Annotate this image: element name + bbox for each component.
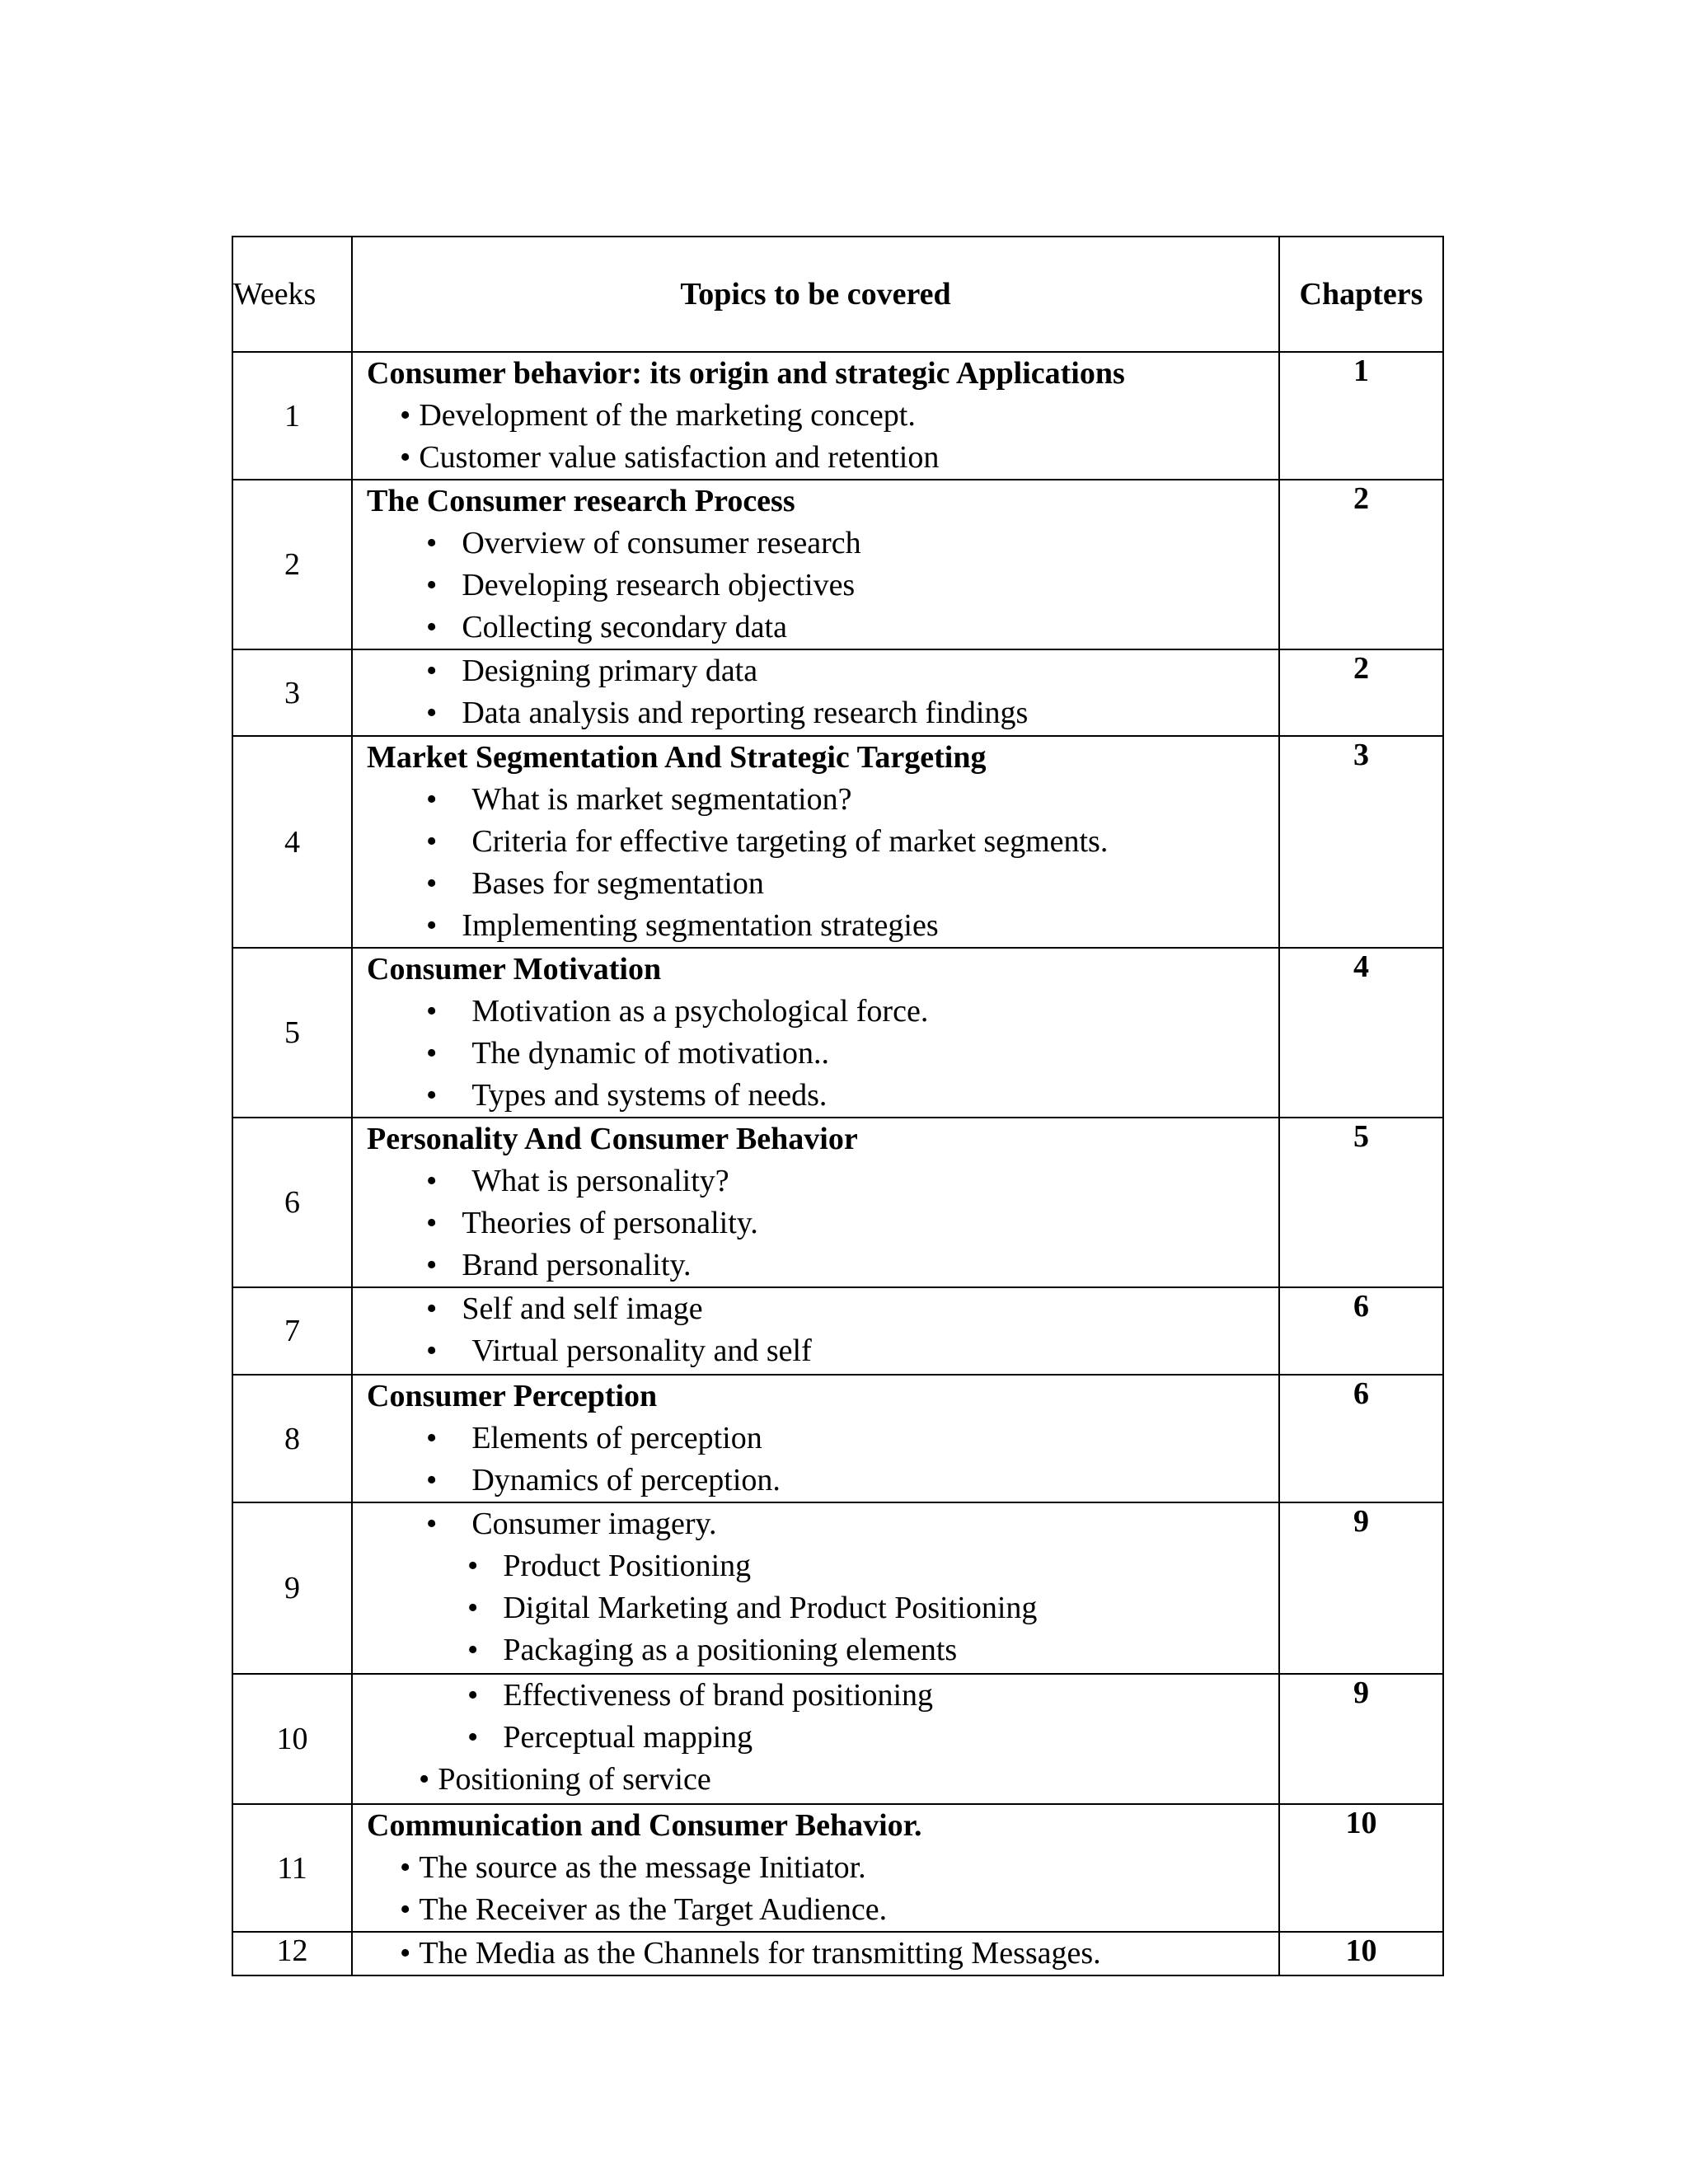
topic-item-text: Elements of perception bbox=[471, 1421, 762, 1455]
topic-heading: Personality And Consumer Behavior bbox=[367, 1122, 858, 1156]
table-row bbox=[232, 1287, 1443, 1375]
topic-item-text: Digital Marketing and Product Positioning bbox=[503, 1591, 1038, 1625]
topic-item bbox=[367, 1418, 1278, 1460]
week-number: 1 bbox=[232, 352, 352, 480]
topic-subitem bbox=[367, 1545, 1278, 1587]
topic-item bbox=[367, 863, 1278, 905]
bullet-icon: • bbox=[426, 1463, 438, 1497]
topic-item-text: Brand personality. bbox=[462, 1248, 692, 1282]
bullet-icon: • bbox=[426, 610, 438, 644]
topic-item-text: Criteria for effective targeting of market segments. bbox=[471, 824, 1109, 859]
chapter-number: 2 bbox=[1279, 480, 1443, 649]
topic-heading: Consumer Motivation bbox=[367, 952, 662, 987]
topic-item-text: Motivation as a psychological force. bbox=[471, 994, 929, 1029]
bullet-icon: • bbox=[426, 696, 438, 730]
topic-item bbox=[367, 991, 1278, 1033]
topic-item-text: Data analysis and reporting research findings bbox=[462, 696, 1029, 730]
bullet-icon: • bbox=[400, 1892, 411, 1927]
topic-item bbox=[367, 1160, 1278, 1202]
topic-heading: Consumer behavior: its origin and strategic Applications bbox=[367, 356, 1125, 391]
topic-item bbox=[367, 821, 1278, 863]
bullet-icon: • bbox=[426, 908, 438, 943]
topic-item-text: What is personality? bbox=[471, 1164, 729, 1198]
topic-item-text: Consumer imagery. bbox=[471, 1507, 717, 1541]
topic-cell bbox=[352, 1118, 1279, 1287]
topic-item bbox=[367, 650, 1278, 692]
chapter-number: 4 bbox=[1279, 948, 1443, 1118]
bullet-icon: • bbox=[426, 1291, 438, 1326]
week-number: 9 bbox=[232, 1502, 352, 1674]
topic-item bbox=[367, 905, 1278, 947]
topic-item bbox=[367, 1460, 1278, 1502]
topic-item bbox=[367, 523, 1278, 565]
topic-subitem bbox=[367, 1629, 1278, 1671]
topic-item-text: Implementing segmentation strategies bbox=[462, 908, 939, 943]
week-number: 11 bbox=[232, 1804, 352, 1932]
bullet-icon: • bbox=[419, 1762, 430, 1797]
week-number: 5 bbox=[232, 948, 352, 1118]
bullet-icon: • bbox=[426, 1248, 438, 1282]
table-row bbox=[232, 1674, 1443, 1804]
topic-item-text: Collecting secondary data bbox=[462, 610, 787, 644]
week-number: 10 bbox=[232, 1674, 352, 1804]
bullet-icon: • bbox=[426, 866, 438, 901]
topic-item-text: The dynamic of motivation.. bbox=[471, 1036, 830, 1071]
chapter-number: 5 bbox=[1279, 1118, 1443, 1287]
chapter-number: 6 bbox=[1279, 1287, 1443, 1375]
topic-item bbox=[367, 1330, 1278, 1372]
bullet-icon: • bbox=[426, 1164, 438, 1198]
week-number: 7 bbox=[232, 1287, 352, 1375]
topic-item bbox=[367, 1847, 1278, 1889]
topic-item bbox=[367, 779, 1278, 821]
bullet-icon: • bbox=[400, 440, 411, 475]
topic-item-text: Packaging as a positioning elements bbox=[503, 1633, 958, 1667]
topic-item-text: Overview of consumer research bbox=[462, 526, 861, 560]
topic-cell bbox=[352, 1502, 1279, 1674]
topic-cell bbox=[352, 480, 1279, 649]
topic-item-text: Effectiveness of brand positioning bbox=[503, 1678, 933, 1713]
week-number: 3 bbox=[232, 649, 352, 736]
bullet-icon: • bbox=[400, 1850, 411, 1885]
topic-cell bbox=[352, 1375, 1279, 1502]
topic-heading: Consumer Perception bbox=[367, 1379, 658, 1413]
bullet-icon: • bbox=[426, 994, 438, 1029]
chapter-number: 10 bbox=[1279, 1804, 1443, 1932]
bullet-icon: • bbox=[467, 1633, 479, 1667]
topic-item bbox=[367, 565, 1278, 607]
bullet-icon: • bbox=[426, 1206, 438, 1240]
topic-cell bbox=[352, 1932, 1279, 1975]
table-row bbox=[232, 352, 1443, 480]
topic-item-text: Designing primary data bbox=[462, 654, 758, 688]
topic-item-text: Self and self image bbox=[462, 1291, 703, 1326]
table-row bbox=[232, 1804, 1443, 1932]
table-row bbox=[232, 1118, 1443, 1287]
bullet-icon: • bbox=[426, 1036, 438, 1071]
bullet-icon: • bbox=[426, 654, 438, 688]
topic-heading: Market Segmentation And Strategic Targeting bbox=[367, 740, 987, 775]
course-schedule-table bbox=[232, 236, 1444, 1976]
table-row bbox=[232, 480, 1443, 649]
header-row bbox=[232, 237, 1443, 352]
bullet-icon: • bbox=[426, 526, 438, 560]
weeks-header: Weeks bbox=[232, 237, 352, 352]
topic-item bbox=[367, 607, 1278, 649]
bullet-icon: • bbox=[467, 1549, 479, 1583]
topic-subitem bbox=[367, 1587, 1278, 1629]
topic-item-text: What is market segmentation? bbox=[471, 782, 852, 817]
chapter-number: 1 bbox=[1279, 352, 1443, 480]
topic-item bbox=[367, 1244, 1278, 1286]
topic-item-text: Virtual personality and self bbox=[471, 1333, 812, 1368]
topic-cell bbox=[352, 948, 1279, 1118]
topic-item-text: The Receiver as the Target Audience. bbox=[419, 1892, 888, 1927]
chapter-number: 6 bbox=[1279, 1375, 1443, 1502]
chapter-number: 3 bbox=[1279, 736, 1443, 948]
topic-cell bbox=[352, 649, 1279, 736]
topic-item bbox=[367, 1288, 1278, 1330]
chapter-number: 2 bbox=[1279, 649, 1443, 736]
topic-cell bbox=[352, 736, 1279, 948]
table-row bbox=[232, 1932, 1443, 1975]
topic-item bbox=[367, 1202, 1278, 1244]
topics-header: Topics to be covered bbox=[352, 237, 1279, 352]
topic-item-text: Theories of personality. bbox=[462, 1206, 758, 1240]
week-number: 4 bbox=[232, 736, 352, 948]
bullet-icon: • bbox=[467, 1720, 479, 1755]
topic-item-text: Bases for segmentation bbox=[471, 866, 764, 901]
topic-cell bbox=[352, 1674, 1279, 1804]
topic-item-text: The Media as the Channels for transmitting Messages. bbox=[419, 1936, 1101, 1971]
topic-cell bbox=[352, 1804, 1279, 1932]
topic-heading: Communication and Consumer Behavior. bbox=[367, 1808, 922, 1843]
topic-item-text: Types and systems of needs. bbox=[471, 1078, 828, 1113]
table-row bbox=[232, 948, 1443, 1118]
bullet-icon: • bbox=[400, 398, 411, 433]
chapter-number: 10 bbox=[1279, 1932, 1443, 1975]
topic-item bbox=[367, 1033, 1278, 1075]
topic-item bbox=[367, 1889, 1278, 1931]
topic-item bbox=[367, 395, 1278, 437]
week-number: 8 bbox=[232, 1375, 352, 1502]
topic-item-text: Dynamics of perception. bbox=[471, 1463, 781, 1497]
topic-item bbox=[367, 1503, 1278, 1545]
table-row bbox=[232, 736, 1443, 948]
topic-item-text: The source as the message Initiator. bbox=[419, 1850, 866, 1885]
chapter-number: 9 bbox=[1279, 1502, 1443, 1674]
topic-item bbox=[367, 1759, 1278, 1801]
topic-heading: The Consumer research Process bbox=[367, 484, 795, 518]
bullet-icon: • bbox=[467, 1591, 479, 1625]
bullet-icon: • bbox=[426, 824, 438, 859]
topic-item-text: Positioning of service bbox=[438, 1762, 711, 1797]
table-row bbox=[232, 649, 1443, 736]
bullet-icon: • bbox=[467, 1678, 479, 1713]
bullet-icon: • bbox=[426, 1507, 438, 1541]
topic-subitem bbox=[367, 1717, 1278, 1759]
topic-subitem bbox=[367, 1675, 1278, 1717]
week-number: 2 bbox=[232, 480, 352, 649]
chapter-number: 9 bbox=[1279, 1674, 1443, 1804]
topic-item-text: Perceptual mapping bbox=[503, 1720, 753, 1755]
bullet-icon: • bbox=[426, 568, 438, 602]
topic-item-text: Product Positioning bbox=[503, 1549, 752, 1583]
topic-item-text: Development of the marketing concept. bbox=[419, 398, 916, 433]
table-row bbox=[232, 1502, 1443, 1674]
chapters-header: Chapters bbox=[1279, 237, 1443, 352]
bullet-icon: • bbox=[426, 1078, 438, 1113]
topic-item-text: Developing research objectives bbox=[462, 568, 856, 602]
week-number: 6 bbox=[232, 1118, 352, 1287]
topic-cell bbox=[352, 1287, 1279, 1375]
bullet-icon: • bbox=[426, 782, 438, 817]
topic-item bbox=[367, 1933, 1278, 1975]
topic-cell bbox=[352, 352, 1279, 480]
bullet-icon: • bbox=[426, 1421, 438, 1455]
topic-item bbox=[367, 437, 1278, 479]
table-row bbox=[232, 1375, 1443, 1502]
bullet-icon: • bbox=[400, 1936, 411, 1971]
topic-item bbox=[367, 692, 1278, 734]
topic-item-text: Customer value satisfaction and retention bbox=[419, 440, 940, 475]
bullet-icon: • bbox=[426, 1333, 438, 1368]
topic-item bbox=[367, 1075, 1278, 1117]
week-number: 12 bbox=[232, 1932, 352, 1975]
